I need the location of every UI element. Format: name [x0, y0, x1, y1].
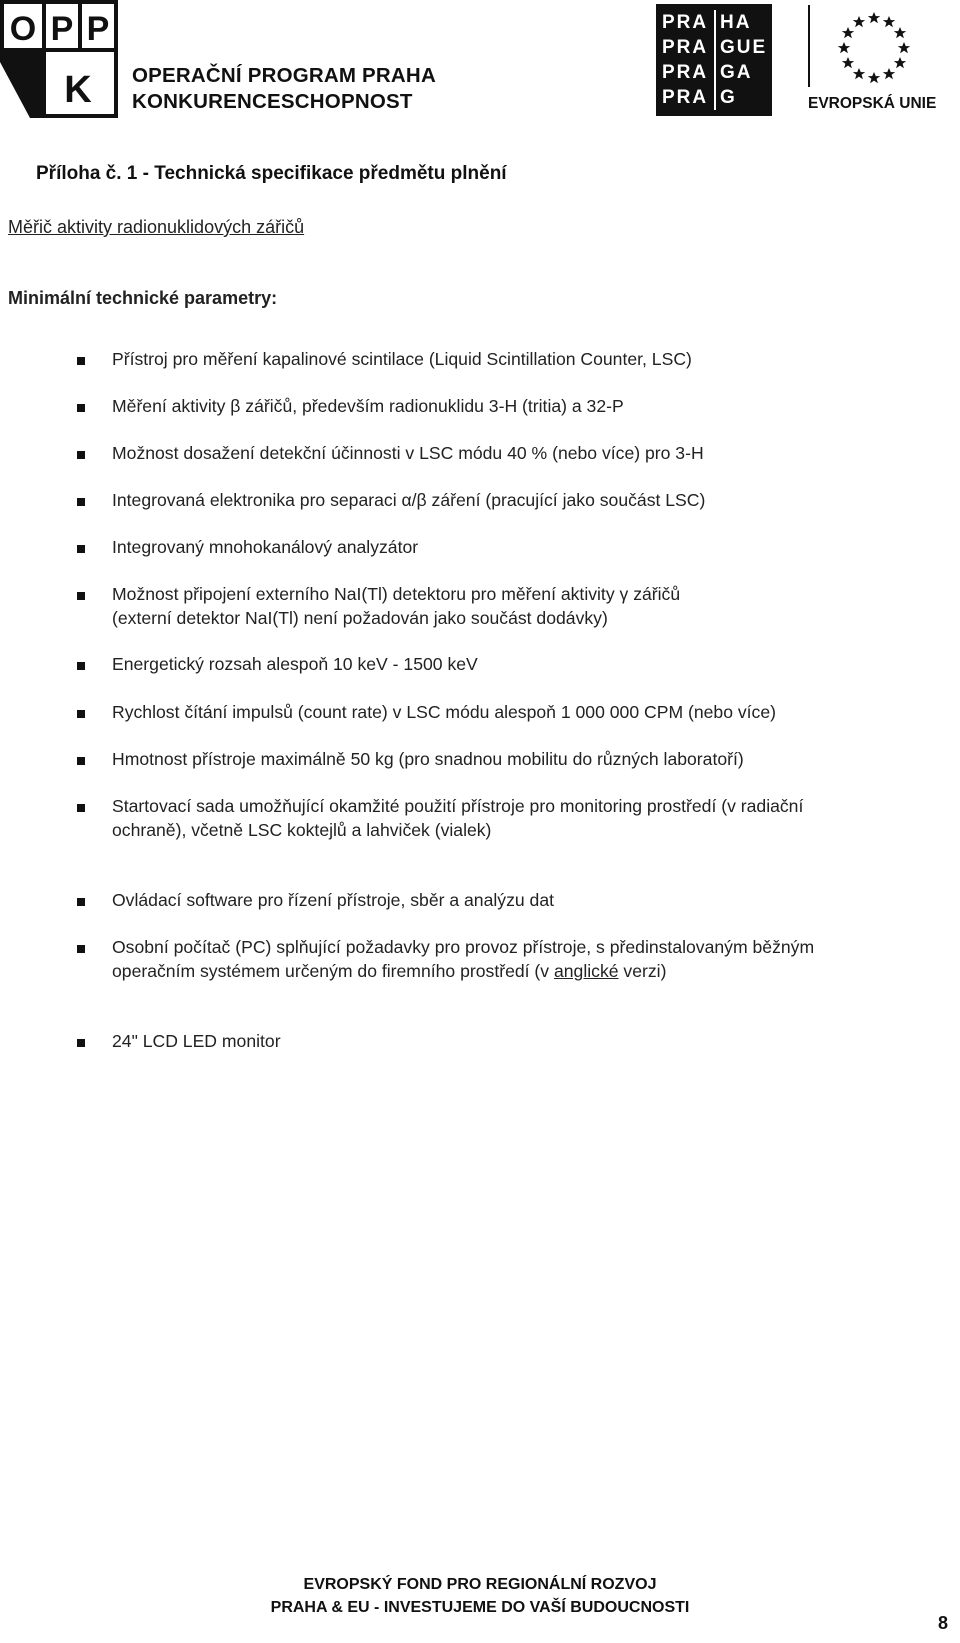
list-item-line: Přístroj pro měření kapalinové scintilace (Liquid Scintillation Counter, LSC) [112, 349, 692, 369]
eu-stars-icon [834, 8, 914, 88]
list-item-line: ochraně), včetně LSC koktejlů a lahviček (vialek) [112, 820, 492, 840]
program-name-line1: OPERAČNÍ PROGRAM PRAHA [132, 64, 436, 87]
bullet-icon [77, 357, 85, 365]
list-item-line: Měření aktivity β zářičů, především radionuklidu 3-H (tritia) a 32-P [112, 396, 624, 416]
praha-logo-cell: PRA [662, 62, 709, 83]
bullet-icon [77, 757, 85, 765]
bullet-icon [77, 804, 85, 812]
list-item-line: (externí detektor NaI(Tl) není požadován jako součást dodávky) [112, 608, 608, 628]
list-item-text [112, 747, 950, 771]
bullet-icon [77, 545, 85, 553]
list-item-text [112, 535, 950, 559]
program-name [132, 63, 436, 115]
list-item-line: Startovací sada umožňující okamžité použití přístroje pro monitoring prostředí (v radiační [112, 796, 804, 816]
praha-logo-cell: PRA [662, 87, 709, 108]
opp-logo-letter-p1: P [50, 10, 74, 48]
bullet-icon [77, 1039, 85, 1047]
list-item-text [112, 394, 950, 418]
list-item-line: Integrovaný mnohokanálový analyzátor [112, 537, 419, 557]
list-item-text [112, 488, 950, 512]
eu-flag-pole [808, 5, 810, 87]
page-number: 8 [938, 1613, 949, 1633]
list-item-line: Možnost připojení externího NaI(Tl) detektoru pro měření aktivity γ zářičů [112, 584, 681, 604]
bullet-icon [77, 592, 85, 600]
list-item-line: Energetický rozsah alespoň 10 keV - 1500 keV [112, 654, 478, 674]
praha-logo-cell: PRA [662, 12, 709, 33]
list-item-text [112, 935, 950, 983]
list-item-line: Osobní počítač (PC) splňující požadavky pro provoz přístroje, s předinstalovaným běžným [112, 937, 815, 957]
list-item-text [112, 582, 950, 630]
list-item-text [112, 652, 950, 676]
praha-logo-cell: G [720, 87, 737, 108]
list-item-line: Možnost dosažení detekční účinnosti v LSC módu 40 % (nebo více) pro 3-H [112, 443, 704, 463]
underlined-word: anglické [553, 961, 619, 981]
praha-logo [656, 4, 772, 116]
list-item-text [112, 700, 950, 724]
list-item-line: Ovládací software pro řízení přístroje, sběr a analýzu dat [112, 890, 555, 910]
list-item-line: Integrovaná elektronika pro separaci α/β záření (pracující jako součást LSC) [112, 490, 706, 510]
bullet-icon [77, 404, 85, 412]
list-item-line: operačním systémem určeným do firemního prostředí (v anglické verzi) [112, 961, 667, 981]
program-name-line2: KONKURENCESCHOPNOST [132, 90, 413, 113]
footer-line1: EVROPSKÝ FOND PRO REGIONÁLNÍ ROZVOJ [303, 1576, 657, 1593]
list-item-line: Hmotnost přístroje maximálně 50 kg (pro snadnou mobilitu do různých laboratoří) [112, 749, 744, 769]
opp-logo-letter-p2: P [86, 10, 110, 48]
list-item-text [112, 794, 950, 842]
opp-logo [0, 0, 118, 118]
eu-label: EVROPSKÁ UNIE [808, 95, 937, 112]
bullet-icon [77, 498, 85, 506]
subject-title: Měřič aktivity radionuklidových zářičů [8, 217, 305, 237]
bullet-icon [77, 710, 85, 718]
list-item-text [112, 888, 950, 912]
praha-logo-divider [714, 10, 716, 110]
footer-line2: PRAHA & EU - INVESTUJEME DO VAŠÍ BUDOUCNOSTI [270, 1599, 690, 1616]
bullet-icon [77, 662, 85, 670]
opp-logo-letter-o: O [9, 10, 37, 48]
params-heading: Minimální technické parametry: [8, 288, 278, 308]
bullet-icon [77, 898, 85, 906]
list-item-line: 24" LCD LED monitor [112, 1031, 281, 1051]
list-item-line: Rychlost čítání impulsů (count rate) v LSC módu alespoň 1 000 000 CPM (nebo více) [112, 702, 777, 722]
praha-logo-cell: PRA [662, 37, 709, 58]
opp-logo-letter-k: K [64, 69, 92, 111]
list-item-text [112, 347, 950, 371]
bullet-icon [77, 945, 85, 953]
praha-logo-cell: GUE [720, 37, 768, 58]
bullet-icon [77, 451, 85, 459]
praha-logo-cell: GA [720, 62, 753, 83]
annex-title: Příloha č. 1 - Technická specifikace předmětu plnění [36, 163, 507, 184]
praha-logo-cell: HA [720, 12, 752, 33]
list-item-text [112, 1029, 950, 1053]
list-item-text [112, 441, 950, 465]
